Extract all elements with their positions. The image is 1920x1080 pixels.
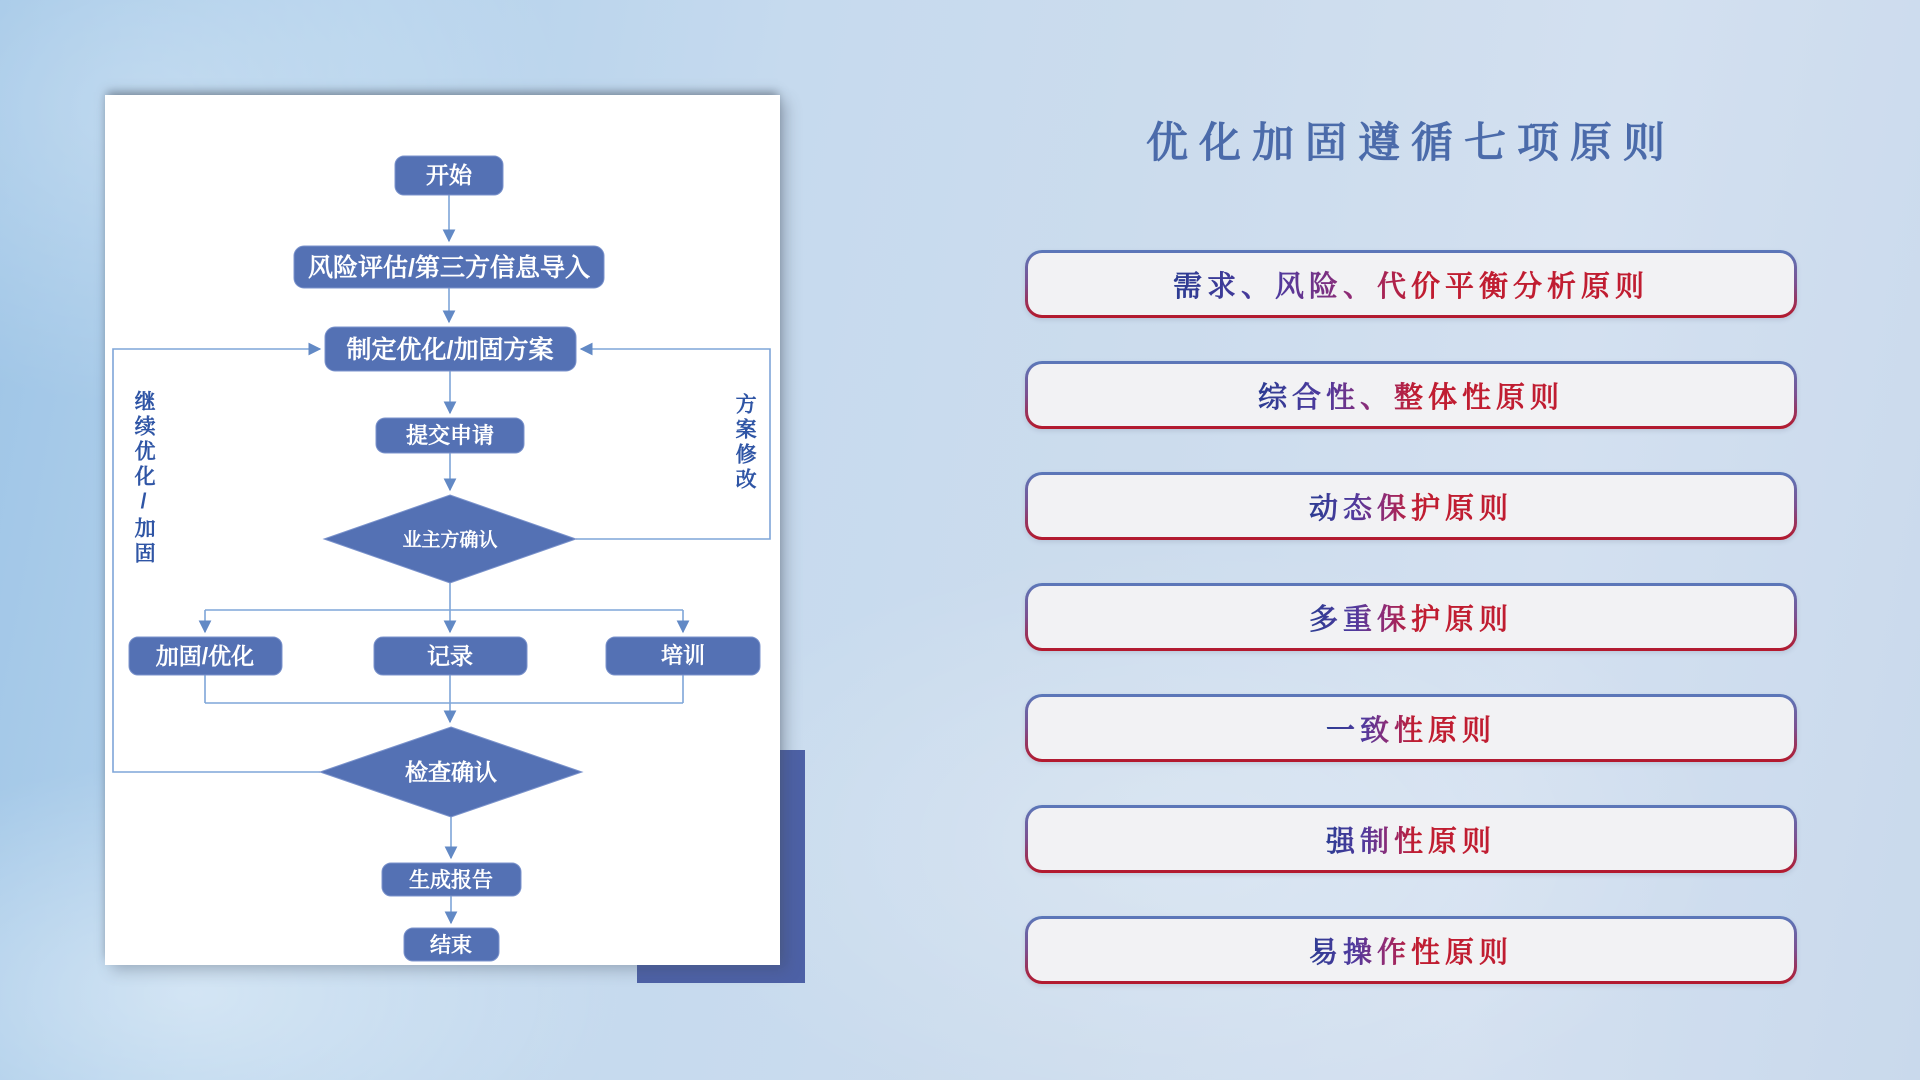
flow-node-plan-label: 制定优化/加固方案 <box>346 336 554 364</box>
principle-label-3: 动态保护原则 <box>1309 486 1513 527</box>
flow-node-training-label: 培训 <box>660 643 706 668</box>
principle-box-5-inner <box>1028 697 1794 759</box>
principle-box-2 <box>1025 361 1797 429</box>
principle-label-1: 需求、风险、代价平衡分析原则 <box>1173 264 1649 305</box>
flow-node-check-confirm-label: 检查确认 <box>405 759 497 785</box>
principle-box-6 <box>1025 805 1797 873</box>
principle-label-5: 一致性原则 <box>1326 708 1496 749</box>
principle-label-4: 多重保护原则 <box>1309 597 1513 638</box>
principle-box-1-inner <box>1028 253 1794 315</box>
principle-box-7-inner <box>1028 919 1794 981</box>
flow-node-reinforce-label: 加固/优化 <box>155 643 255 669</box>
principle-label-6: 强制性原则 <box>1326 819 1496 860</box>
principle-label-2: 综合性、整体性原则 <box>1258 375 1564 416</box>
principle-box-4-inner <box>1028 586 1794 648</box>
principle-box-3 <box>1025 472 1797 540</box>
principle-box-5 <box>1025 694 1797 762</box>
flow-node-end-label: 结束 <box>430 934 472 957</box>
flow-node-start-label: 开始 <box>426 162 472 188</box>
loop-label-continue-optimize: 继续优化/加固 <box>132 390 156 567</box>
flow-node-report-label: 生成报告 <box>409 869 493 892</box>
principle-box-4 <box>1025 583 1797 651</box>
principle-label-7: 易操作性原则 <box>1309 930 1513 971</box>
flow-node-owner-confirm-label: 业主方确认 <box>402 530 498 551</box>
loop-label-plan-revision: 方案修改 <box>733 393 757 493</box>
principle-box-7 <box>1025 916 1797 984</box>
flow-node-submit-label: 提交申请 <box>405 423 495 448</box>
flow-node-risk-label: 风险评估/第三方信息导入 <box>308 254 590 282</box>
principle-box-3-inner <box>1028 475 1794 537</box>
flowchart-canvas <box>105 95 780 965</box>
principles-panel <box>1025 110 1797 984</box>
principle-box-2-inner <box>1028 364 1794 426</box>
principle-box-6-inner <box>1028 808 1794 870</box>
panel-title: 优化加固遵循七项原则 <box>1145 119 1676 166</box>
principle-box-1 <box>1025 250 1797 318</box>
flow-node-record-label: 记录 <box>427 643 473 669</box>
flowchart-card <box>105 95 780 965</box>
